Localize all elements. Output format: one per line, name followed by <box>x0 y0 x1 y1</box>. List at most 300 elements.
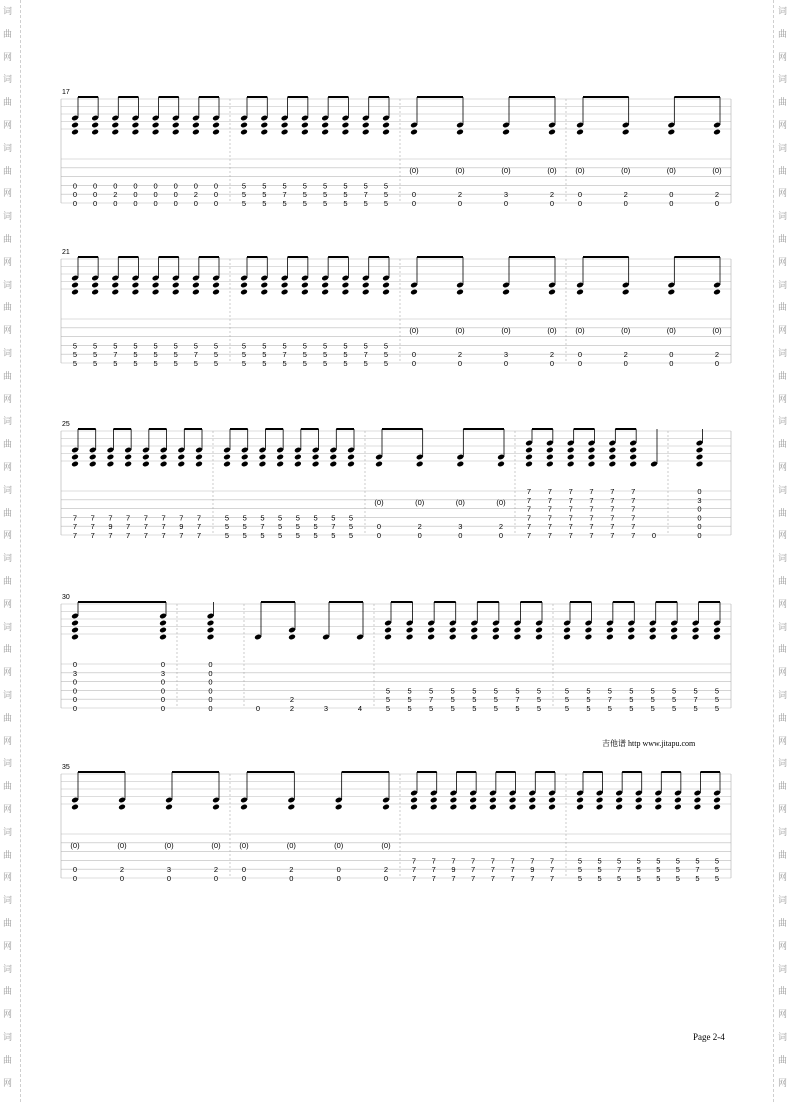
notehead <box>649 634 657 641</box>
tab-number: 7 <box>568 531 573 540</box>
tab-number: 5 <box>295 531 300 540</box>
watermark-char: 网 <box>778 873 788 884</box>
notehead <box>301 282 309 289</box>
notehead <box>629 461 637 468</box>
tab-number: 7 <box>547 487 552 496</box>
tab-number: 2 <box>193 190 198 200</box>
ghost-note: (0) <box>164 841 174 850</box>
tab-number: 5 <box>564 695 570 705</box>
notehead <box>301 289 309 296</box>
tab-number: 5 <box>629 695 634 705</box>
tab-number: 7 <box>610 495 615 505</box>
tab-number: 5 <box>72 341 78 351</box>
watermark-char: 曲 <box>3 303 13 314</box>
tab-number: 7 <box>549 856 555 866</box>
notehead <box>596 804 604 811</box>
watermark-char: 网 <box>778 1078 788 1089</box>
tab-number: 7 <box>568 504 573 514</box>
tab-number: 9 <box>451 865 456 875</box>
ghost-note: (0) <box>409 326 419 335</box>
tab-number: 0 <box>72 874 78 883</box>
notehead <box>329 454 337 461</box>
notehead <box>287 804 295 811</box>
watermark-char: 曲 <box>778 782 788 793</box>
notehead <box>576 289 584 296</box>
tab-number: 5 <box>282 359 287 368</box>
notehead <box>430 804 438 811</box>
tab-number: 7 <box>196 531 202 540</box>
tab-number: 2 <box>714 350 720 360</box>
notehead <box>192 289 200 296</box>
notehead <box>142 461 150 468</box>
tab-number: 0 <box>376 531 382 540</box>
tab-number: 7 <box>695 865 700 875</box>
notehead <box>159 634 167 641</box>
tab-number: 5 <box>450 704 455 713</box>
notehead <box>548 797 556 804</box>
tab-number: 7 <box>471 856 476 866</box>
notehead <box>585 634 593 641</box>
tab-number: 9 <box>530 865 535 875</box>
tab-number: 5 <box>262 190 267 200</box>
notehead <box>548 129 556 136</box>
tab-number: 5 <box>241 199 247 208</box>
tab-number: 5 <box>656 856 661 866</box>
notehead <box>132 289 140 296</box>
watermark-char: 词 <box>3 485 13 496</box>
watermark-char: 词 <box>3 691 13 701</box>
tab-number: 5 <box>383 190 389 200</box>
tab-number: 0 <box>669 190 674 200</box>
tab-number: 5 <box>714 695 720 705</box>
notehead <box>456 289 464 296</box>
notehead <box>627 634 635 641</box>
tab-number: 0 <box>160 695 166 705</box>
notehead <box>107 461 115 468</box>
notehead <box>375 461 383 468</box>
notehead <box>347 454 355 461</box>
notehead <box>696 447 704 454</box>
tab-number: 5 <box>213 341 219 351</box>
notehead <box>546 461 554 468</box>
watermark-char: 曲 <box>3 235 13 245</box>
notehead <box>159 627 167 634</box>
tab-number: 5 <box>714 686 720 696</box>
notehead <box>406 634 414 641</box>
tab-number: 5 <box>153 359 158 368</box>
tab-number: 5 <box>262 359 267 368</box>
notehead <box>497 461 505 468</box>
tab-system-17 <box>61 89 731 208</box>
tab-number: 5 <box>656 874 661 883</box>
notehead <box>240 289 248 296</box>
tab-number: 0 <box>383 874 389 883</box>
tab-number: 5 <box>133 341 138 351</box>
watermark-char: 词 <box>778 554 788 565</box>
measure-number: 25 <box>62 421 70 428</box>
measure-number: 35 <box>62 764 70 771</box>
tab-number: 9 <box>108 522 113 532</box>
notehead <box>713 804 721 811</box>
tab-number: 0 <box>336 874 341 883</box>
tab-number: 0 <box>133 181 138 191</box>
watermark-char: 词 <box>778 1033 788 1043</box>
watermark-char: 网 <box>778 941 788 952</box>
notehead <box>696 454 704 461</box>
tab-number: 5 <box>242 513 247 523</box>
tab-number: 5 <box>348 522 354 532</box>
ghost-note: (0) <box>381 841 391 850</box>
notehead <box>132 129 140 136</box>
tab-number: 7 <box>631 495 636 505</box>
tab-number: 5 <box>260 531 265 540</box>
notehead <box>212 129 220 136</box>
tab-number: 0 <box>153 181 158 191</box>
notehead <box>629 454 637 461</box>
notehead <box>260 282 268 289</box>
tab-number: 5 <box>343 181 348 191</box>
tab-number: 0 <box>213 199 219 208</box>
tab-number: 7 <box>179 513 184 523</box>
tab-system-35 <box>61 764 731 883</box>
measure <box>409 97 557 208</box>
notehead <box>107 454 115 461</box>
tab-number: 5 <box>93 341 98 351</box>
notehead <box>382 122 390 129</box>
watermark-char: 曲 <box>778 371 788 382</box>
tab-number: 7 <box>568 522 573 532</box>
watermark-char: 网 <box>3 52 13 63</box>
tab-number: 0 <box>651 531 657 540</box>
tab-number: 5 <box>675 874 680 883</box>
notehead <box>470 627 478 634</box>
ghost-note: (0) <box>496 498 506 507</box>
tab-number: 5 <box>695 874 700 883</box>
tab-number: 0 <box>289 874 294 883</box>
tab-number: 5 <box>213 350 219 360</box>
tab-number: 0 <box>208 677 213 687</box>
notehead <box>384 634 392 641</box>
notehead <box>240 804 248 811</box>
watermark-char: 曲 <box>778 440 788 451</box>
tab-number: 0 <box>697 513 702 523</box>
watermark-char: 曲 <box>3 919 13 929</box>
tab-number: 0 <box>669 359 674 368</box>
notehead <box>241 454 249 461</box>
notehead <box>670 627 678 634</box>
notehead <box>240 129 248 136</box>
tab-number: 5 <box>577 874 583 883</box>
tab-number: 7 <box>589 487 594 496</box>
notehead <box>212 282 220 289</box>
notehead <box>71 454 79 461</box>
notehead <box>528 797 536 804</box>
tab-number: 0 <box>549 359 555 368</box>
tab-number: 5 <box>693 686 698 696</box>
tab-number: 4 <box>357 704 363 713</box>
tab-number: 7 <box>179 531 184 540</box>
tab-number: 0 <box>411 199 417 208</box>
notehead <box>362 129 370 136</box>
notehead <box>713 797 721 804</box>
measure <box>575 257 722 368</box>
tab-number: 0 <box>208 668 213 678</box>
notehead <box>567 447 575 454</box>
tab-number: 0 <box>503 199 509 208</box>
tab-number: 5 <box>597 865 602 875</box>
notehead <box>667 129 675 136</box>
tab-number: 5 <box>323 350 328 360</box>
tab-number: 5 <box>173 359 178 368</box>
tab-number: 3 <box>160 668 166 678</box>
tab-number: 5 <box>213 359 219 368</box>
tab-number: 7 <box>90 531 95 540</box>
notehead <box>713 289 721 296</box>
tab-number: 7 <box>108 513 113 523</box>
ghost-note: (0) <box>501 326 511 335</box>
tab-number: 5 <box>93 359 98 368</box>
watermark-char: 网 <box>3 668 13 679</box>
notehead <box>588 461 596 468</box>
notehead <box>502 289 510 296</box>
notehead <box>281 129 289 136</box>
tab-number: 7 <box>196 513 202 523</box>
notehead <box>667 289 675 296</box>
tab-number: 7 <box>510 865 515 875</box>
notehead <box>91 122 99 129</box>
watermark-char: 曲 <box>3 1055 13 1066</box>
notehead <box>382 282 390 289</box>
notehead <box>207 634 215 641</box>
tab-number: 5 <box>343 350 348 360</box>
tab-number: 0 <box>160 704 166 713</box>
notehead <box>576 129 584 136</box>
notehead <box>362 122 370 129</box>
tab-number: 5 <box>617 874 622 883</box>
tab-number: 0 <box>93 181 98 191</box>
watermark-char: 词 <box>778 212 788 223</box>
watermark-char: 网 <box>778 1010 788 1021</box>
tab-number: 0 <box>213 181 219 191</box>
tab-number: 5 <box>302 190 307 200</box>
notehead <box>489 797 497 804</box>
tab-number: 0 <box>72 865 78 875</box>
watermark-char: 曲 <box>3 850 13 861</box>
tab-number: 5 <box>224 522 230 532</box>
watermark-char: 词 <box>778 143 788 154</box>
notehead <box>525 447 533 454</box>
notehead <box>342 289 350 296</box>
notehead <box>492 627 500 634</box>
tab-number: 0 <box>173 190 178 200</box>
tab-number: 2 <box>623 350 628 360</box>
watermark-char: 网 <box>3 1010 13 1021</box>
notehead <box>692 627 700 634</box>
tab-number: 5 <box>363 359 368 368</box>
ghost-note: (0) <box>621 166 631 175</box>
watermark-char: 网 <box>3 189 13 200</box>
notehead <box>713 627 721 634</box>
tab-number: 5 <box>536 686 542 696</box>
tab-number: 0 <box>549 199 555 208</box>
watermark-char: 曲 <box>778 987 788 998</box>
tab-number: 0 <box>208 704 213 713</box>
tab-system-30 <box>61 594 731 713</box>
tab-number: 5 <box>343 341 348 351</box>
tab-number: 5 <box>278 531 283 540</box>
notehead <box>410 129 418 136</box>
notehead <box>111 282 119 289</box>
watermark-char: 曲 <box>3 987 13 998</box>
tab-number: 0 <box>119 874 125 883</box>
notehead <box>528 804 536 811</box>
tab-number: 7 <box>631 522 636 532</box>
tab-system-25 <box>61 421 731 540</box>
tab-number: 5 <box>302 350 307 360</box>
tab-number: 0 <box>72 190 78 200</box>
tab-number: 0 <box>113 199 118 208</box>
tab-number: 7 <box>568 513 573 523</box>
tab-number: 5 <box>493 695 498 705</box>
watermark-char: 曲 <box>778 850 788 861</box>
notehead <box>382 804 390 811</box>
notehead <box>469 804 477 811</box>
tab-number: 7 <box>549 865 555 875</box>
notehead <box>514 627 522 634</box>
tab-number: 5 <box>72 350 78 360</box>
tab-number: 0 <box>241 874 247 883</box>
tab-number: 5 <box>629 704 634 713</box>
watermark-char: 词 <box>3 212 13 223</box>
notehead <box>212 289 220 296</box>
watermark-char: 网 <box>778 394 788 405</box>
tab-number: 0 <box>411 190 417 200</box>
notehead <box>606 627 614 634</box>
tab-number: 0 <box>623 199 628 208</box>
tab-number: 7 <box>126 522 131 532</box>
notehead <box>177 454 185 461</box>
tab-number: 3 <box>503 190 509 200</box>
watermark-char: 曲 <box>3 166 13 177</box>
tab-number: 0 <box>577 359 583 368</box>
notehead <box>456 129 464 136</box>
tab-number: 5 <box>586 695 591 705</box>
notehead <box>635 797 643 804</box>
notehead <box>89 454 97 461</box>
tab-number: 5 <box>650 695 655 705</box>
tab-number: 5 <box>302 199 307 208</box>
tab-number: 0 <box>255 704 261 713</box>
measure-number: 30 <box>62 594 70 601</box>
tab-number: 5 <box>241 359 247 368</box>
tab-number: 7 <box>431 874 436 883</box>
measure <box>223 429 355 540</box>
tab-number: 0 <box>193 181 198 191</box>
notehead <box>694 804 702 811</box>
tab-number: 5 <box>617 856 622 866</box>
ghost-note: (0) <box>666 166 676 175</box>
tab-number: 2 <box>289 695 295 705</box>
tab-number: 5 <box>295 522 300 532</box>
site-credit[interactable] <box>602 738 695 749</box>
tab-number: 5 <box>282 181 287 191</box>
site-name: 吉他谱 <box>602 739 626 748</box>
notehead <box>192 129 200 136</box>
tab-number: 0 <box>213 874 219 883</box>
notehead <box>606 634 614 641</box>
tab-number: 0 <box>697 522 702 532</box>
tab-number: 7 <box>526 504 532 514</box>
notehead <box>347 461 355 468</box>
notehead <box>654 797 662 804</box>
notehead <box>362 282 370 289</box>
watermark-char: 词 <box>778 75 788 86</box>
tab-number: 0 <box>166 874 172 883</box>
notehead <box>294 461 302 468</box>
tab-number: 7 <box>411 865 417 875</box>
ghost-note: (0) <box>712 166 722 175</box>
notehead <box>608 454 616 461</box>
notehead <box>89 461 97 468</box>
watermark-char: 网 <box>778 531 788 542</box>
tab-number: 0 <box>669 350 674 360</box>
tab-number: 5 <box>363 199 368 208</box>
notehead <box>450 797 458 804</box>
measure <box>71 97 220 208</box>
tab-number: 7 <box>282 190 287 200</box>
tab-number: 5 <box>323 341 328 351</box>
tab-number: 5 <box>385 704 391 713</box>
notehead <box>489 804 497 811</box>
tab-number: 5 <box>262 350 267 360</box>
notehead <box>588 454 596 461</box>
site-url[interactable]: http www.jitapu.com <box>628 739 696 748</box>
notehead <box>260 129 268 136</box>
watermark-char: 网 <box>3 1078 13 1089</box>
tab-number: 7 <box>161 513 166 523</box>
tab-number: 5 <box>241 190 247 200</box>
tab-number: 5 <box>385 686 391 696</box>
tab-number: 7 <box>526 487 532 496</box>
watermark-char: 曲 <box>778 29 788 40</box>
tab-number: 5 <box>93 350 98 360</box>
tab-number: 5 <box>714 865 720 875</box>
tab-number: 7 <box>411 874 417 883</box>
measure <box>71 257 220 368</box>
notehead <box>71 627 79 634</box>
tab-number: 0 <box>458 531 463 540</box>
watermark-char: 曲 <box>3 371 13 382</box>
tab-number: 2 <box>549 350 555 360</box>
tab-number: 5 <box>586 704 591 713</box>
notehead <box>514 634 522 641</box>
watermark-char: 网 <box>3 599 13 610</box>
notehead <box>585 627 593 634</box>
watermark-char: 网 <box>778 736 788 747</box>
tab-number: 5 <box>675 856 680 866</box>
watermark-char: 曲 <box>3 782 13 793</box>
tab-number: 0 <box>93 190 98 200</box>
watermark-char: 曲 <box>778 303 788 314</box>
notehead <box>525 461 533 468</box>
tab-number: 2 <box>623 190 628 200</box>
tab-number: 0 <box>113 181 118 191</box>
tab-number: 5 <box>348 531 354 540</box>
measure-number: 17 <box>62 89 70 96</box>
tab-number: 5 <box>241 350 247 360</box>
tab-number: 7 <box>530 874 535 883</box>
watermark-char: 词 <box>3 896 13 907</box>
